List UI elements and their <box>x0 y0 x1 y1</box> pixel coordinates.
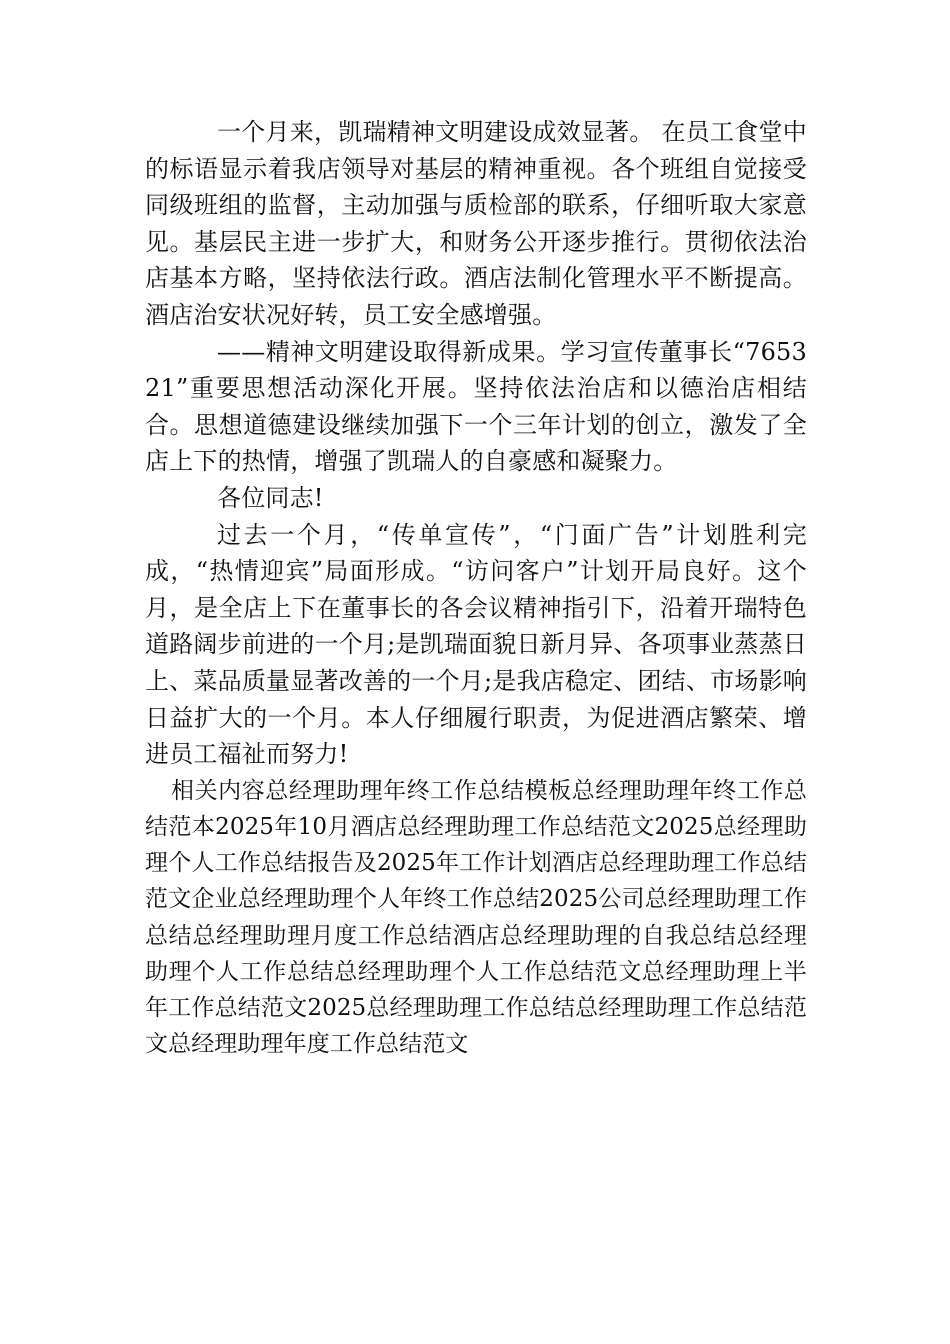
paragraph-new-achievements: ——精神文明建设取得新成果。学习宣传董事长“765321”重要思想活动深化开展。坚持依法治店和以德治店相结合。思想道德建设继续加强下一个三年计划的创立，激发了全店上下的热情，增强了凯瑞人的自豪感和凝聚力。 <box>145 337 807 476</box>
paragraph-past-month: 过去一个月，“传单宣传”，“门面广告”计划胜利完成，“热情迎宾”局面形成。“访问客户”计划开局良好。这个月，是全店上下在董事长的各会议精神指引下，沿着开瑞特色道路阔步前进的一个月;是凯瑞面貌日新月异、各项事业蒸蒸日上、菜品质量显著改善的一个月;是我店稳定、团结、市场影响日益扩大的一个月。本人仔细履行职责，为促进酒店繁荣、增进员工福祉而努力! <box>145 520 807 769</box>
paragraph-spiritual-civilization: 一个月来，凯瑞精神文明建设成效显著。 在员工食堂中的标语显示着我店领导对基层的精神重视。各个班组自觉接受同级班组的监督，主动加强与质检部的联系，仔细听取大家意见。基层民主进一步扩大，和财务公开逐步推行。贯彻依法治店基本方略，坚持依法行政。酒店法制化管理水平不断提高。酒店治安状况好转，员工安全感增强。 <box>145 118 807 329</box>
paragraph-greeting: 各位同志! <box>217 483 324 512</box>
document-body <box>145 114 807 1062</box>
related-content: 相关内容总经理助理年终工作总结模板总经理助理年终工作总结范本2025年10月酒店总经理助理工作总结范文2025总经理助理个人工作总结报告及2025年工作计划酒店总经理助理工作总结范文企业总经理助理个人年终工作总结2025公司总经理助理工作总结总经理助理月度工作总结酒店总经理助理的自我总结总经理助理个人工作总结总经理助理个人工作总结范文总经理助理上半年工作总结范文2025总经理助理工作总结总经理助理工作总结范文总经理助理年度工作总结范文 <box>145 777 807 1058</box>
